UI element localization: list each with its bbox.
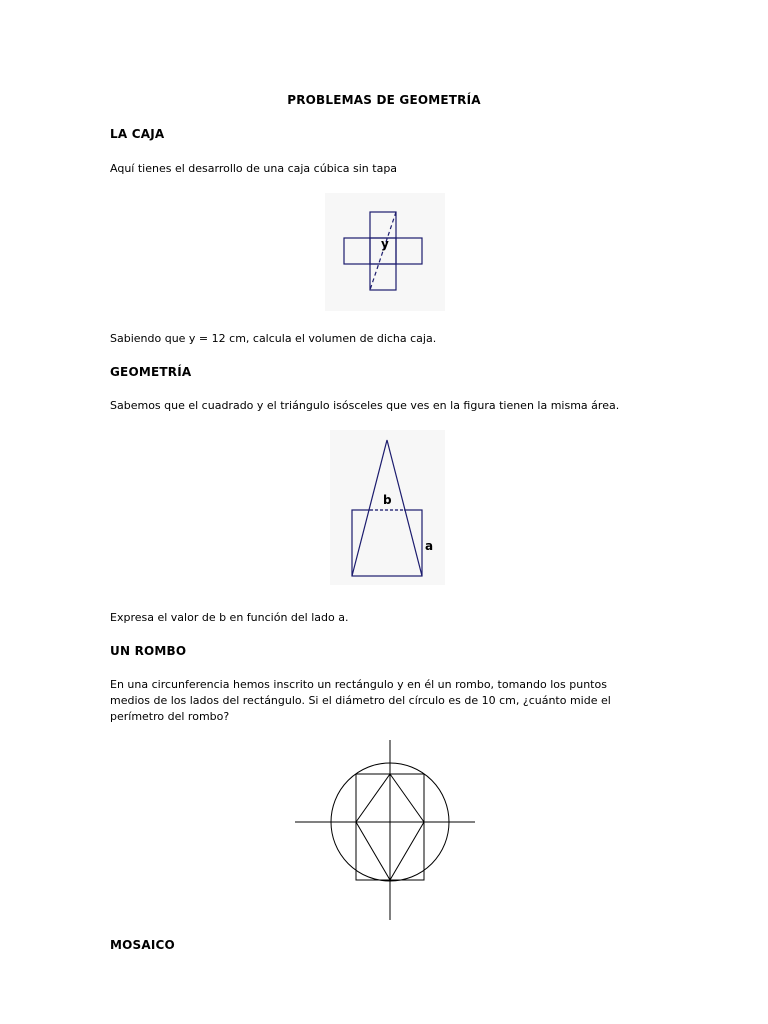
- net-label-y: y: [381, 237, 389, 251]
- la-caja-intro: Aquí tienes el desarrollo de una caja cúbica sin tapa: [110, 162, 398, 175]
- section-heading-geometria: GEOMETRÍA: [110, 365, 192, 379]
- figure-background: [330, 430, 445, 585]
- circle-rectangle-rhombus-figure: [295, 740, 475, 922]
- square-triangle-figure: [330, 430, 445, 585]
- document-title: PROBLEMAS DE GEOMETRÍA: [287, 93, 481, 107]
- geometria-intro: Sabemos que el cuadrado y el triángulo isósceles que ves en la figura tienen la misma área.: [110, 399, 620, 412]
- un-rombo-intro: En una circunferencia hemos inscrito un rectángulo y en él un rombo, tomando los puntos medios de los lados del rectángulo. Si el diámetro del círculo es de 10 cm, ¿cuánto mide el perímetro del rombo?: [110, 678, 611, 723]
- section-heading-un-rombo: UN ROMBO: [110, 644, 187, 658]
- section-heading-la-caja: LA CAJA: [110, 127, 165, 141]
- geometria-question: Expresa el valor de b en función del lado a.: [110, 611, 349, 624]
- figure-background: [325, 193, 445, 311]
- label-a: a: [425, 539, 434, 553]
- section-heading-mosaico: MOSAICO: [110, 938, 175, 952]
- cube-net-figure: [325, 193, 445, 311]
- la-caja-question: Sabiendo que y = 12 cm, calcula el volumen de dicha caja.: [110, 332, 437, 345]
- label-b: b: [383, 493, 392, 507]
